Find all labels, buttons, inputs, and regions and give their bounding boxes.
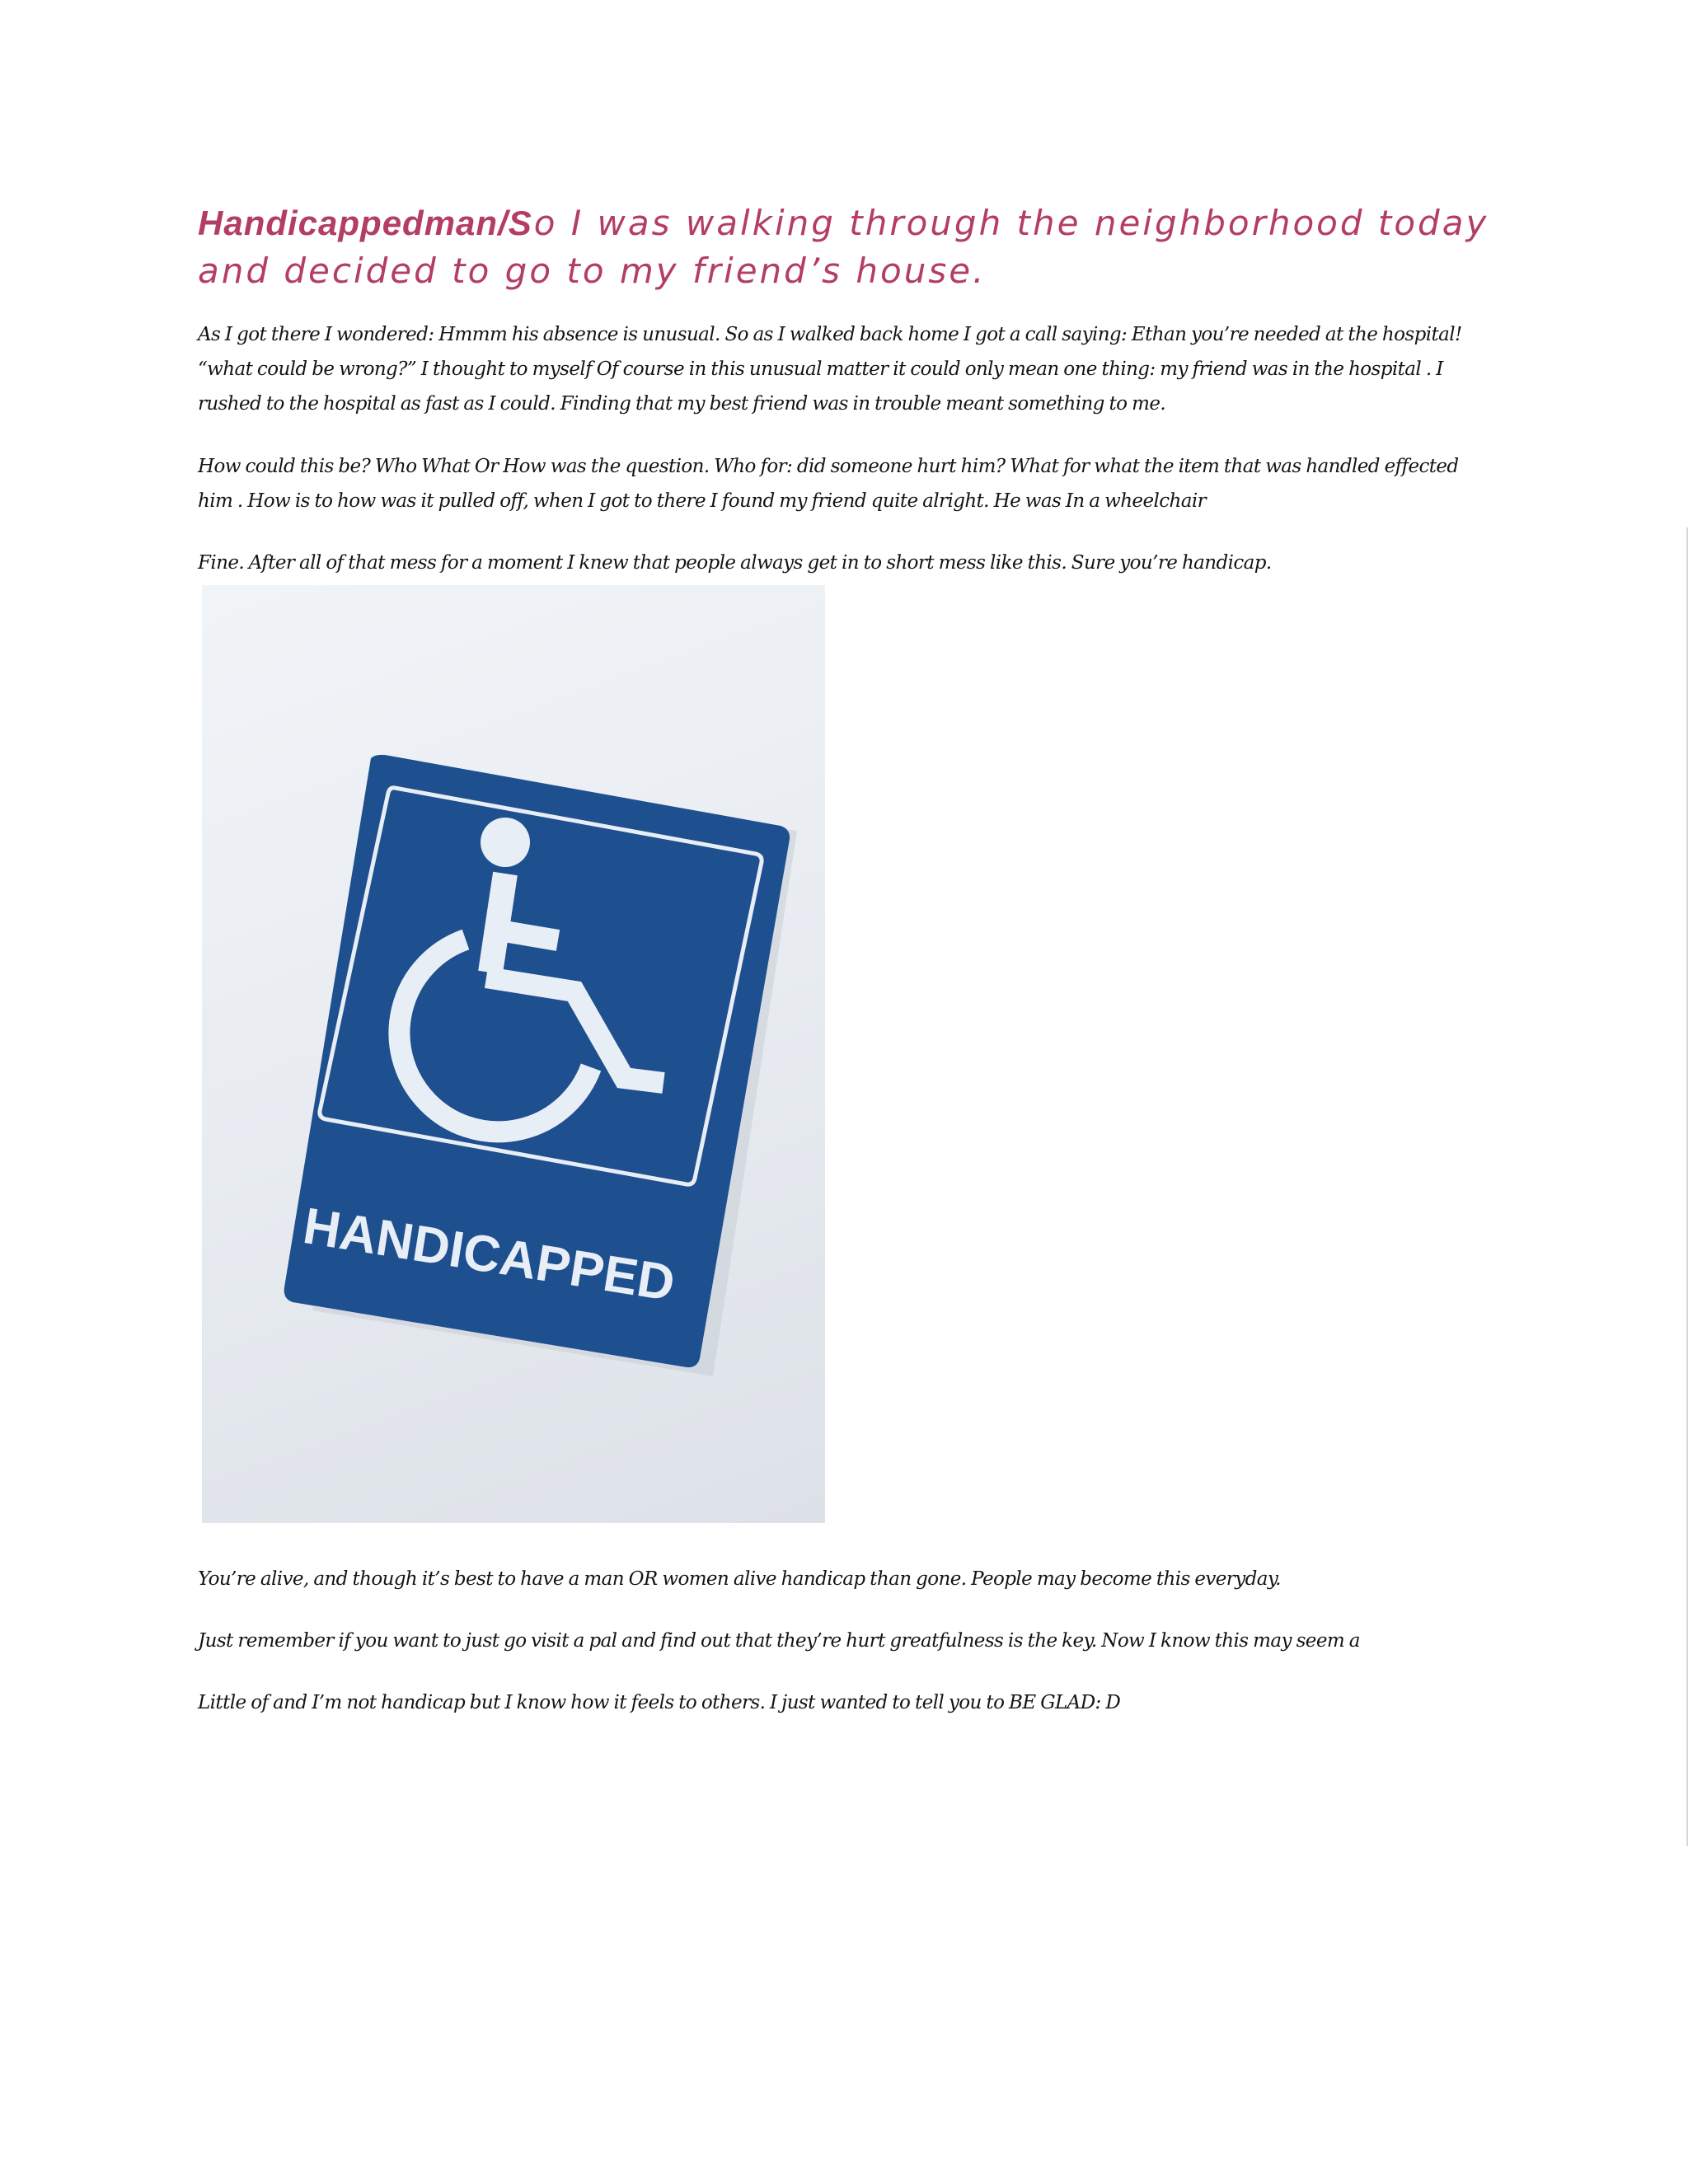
paragraph-1: As I got there I wondered: Hmmm his absence is unusual. So as I walked back home I got a call saying: Ethan you’re needed at the hospital! “what could be wrong?” I thought to myself Of course in this unusual matter it could only mean one thing: my friend was in the hospital . I rushed to the hospital as fast as I could. Finding that my best friend was in trouble meant something to me. bbox=[198, 324, 1462, 415]
sign-text: HANDICAPPED bbox=[299, 1197, 679, 1313]
heading-lead: Handicappedman/ bbox=[198, 204, 509, 242]
heading-rest: o I was walking through the neighborhood today and decided to go to my friend’s house. bbox=[198, 203, 1489, 291]
document-heading bbox=[198, 199, 1500, 295]
heading-lead-initial: S bbox=[508, 204, 534, 242]
paragraph-2: How could this be? Who What Or How was the question. Who for: did someone hurt him? What for what the item that was handled effected him . How is to how was it pulled off, when I got to there I found my friend quite alright. He was In a wheelchair bbox=[198, 456, 1459, 512]
paragraph-3: Fine. After all of that mess for a moment I knew that people always get in to short mess like this. Sure you’re handicap. bbox=[198, 552, 1272, 574]
paragraph-4: You’re alive, and though it’s best to have a man OR women alive handicap than gone. People may become this everyday. bbox=[198, 1568, 1281, 1590]
handicapped-sign-illustration bbox=[202, 585, 825, 1523]
handicapped-sign-photo bbox=[202, 585, 825, 1523]
paragraph-5: Just remember if you want to just go visit a pal and find out that they’re hurt greatfulness is the key. Now I know this may seem a bbox=[198, 1630, 1360, 1652]
paragraph-6: Little of and I’m not handicap but I know how it feels to others. I just wanted to tell you to BE GLAD: D bbox=[198, 1692, 1121, 1713]
